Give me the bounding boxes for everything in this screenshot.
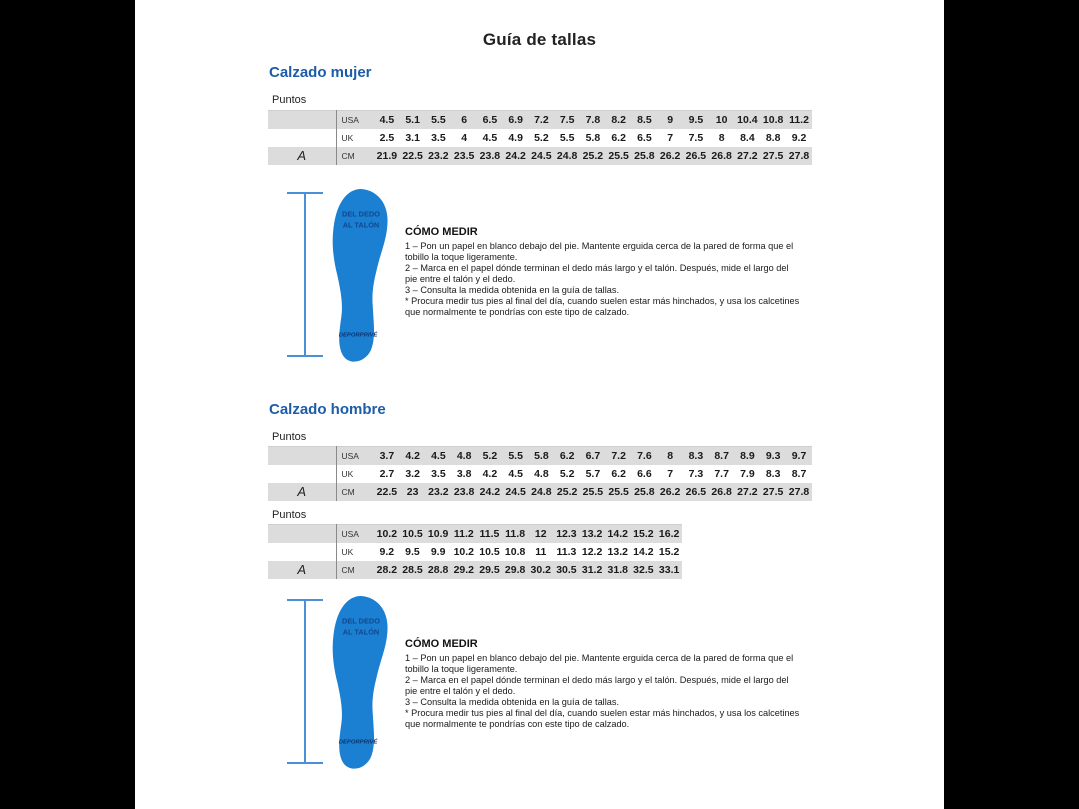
size-value-cell: 4.5 [508,468,523,480]
size-value-cell: 6.2 [611,132,626,144]
size-value-cell: 8 [718,132,725,144]
size-value-cell: 6.5 [637,132,652,144]
table-row [268,129,812,147]
footprint-icon [328,187,392,368]
size-value-cell: 2.5 [379,132,395,144]
how-to-measure-women [405,226,801,318]
size-value-cell: 5.8 [585,132,601,144]
size-value-cell: 9.9 [430,546,446,558]
size-value-cell: 7.9 [740,468,755,480]
size-value-cell: 14.2 [633,546,654,558]
size-value-cell: 4.5 [379,114,395,126]
size-value-cell: 7.5 [688,132,704,144]
size-value-cell: 25.2 [556,486,578,498]
instruction-line: 2 – Marca en el papel dónde terminan el dedo más largo y el talón. Después, mide el largo del pie entre el talón y el dedo. [405,263,789,284]
measure-line [287,600,323,763]
size-value-cell: 7.3 [688,468,704,480]
size-value-cell: 24.8 [556,150,578,162]
size-value-cell: 27.5 [762,486,784,498]
size-value-cell: 8.2 [611,114,626,126]
size-value-cell: 25.5 [582,486,604,498]
size-value-cell: 14.2 [607,528,628,540]
size-value-cell: 24.2 [479,486,501,498]
size-value-cell: 5.2 [534,132,549,144]
size-value-cell: 8.3 [688,450,704,462]
row-label-cell: UK [341,133,354,143]
size-value-cell: 8.8 [765,132,781,144]
size-value-cell: 7.5 [559,114,575,126]
row-corner-cell: A [268,561,336,579]
size-value-cell: 4.5 [431,450,446,462]
size-value-cell: 11.8 [505,528,526,540]
size-value-cell: 9.5 [688,114,704,126]
size-value-cell: 6.5 [482,114,498,126]
size-value-cell: 28.5 [402,564,423,576]
row-label-cell: USA [341,115,359,125]
row-corner-cell [268,129,336,147]
size-value-cell: 11 [535,546,547,558]
size-value-cell: 21.9 [376,150,398,162]
size-value-cell: 26.8 [711,150,732,162]
size-value-cell: 8.3 [765,468,781,480]
size-value-cell: 30.5 [556,564,577,576]
size-value-cell: 7.8 [585,114,601,126]
table-row [268,483,812,501]
size-value-cell: 4.5 [482,132,498,144]
size-value-cell: 23.8 [479,150,501,162]
measure-line [287,193,323,356]
size-value-cell: 10.5 [402,528,423,540]
size-value-cell: 25.8 [634,150,655,162]
instruction-line: 3 – Consulta la medida obtenida en la guía de tallas. [405,285,620,295]
foot-label-line2: AL TALÓN [342,220,380,230]
size-value-cell: 26.2 [659,486,681,498]
size-value-cell: 11.5 [479,528,500,540]
measure-cap-bottom [287,762,323,764]
foot-label-line2: AL TALÓN [342,627,380,637]
instruction-line: * Procura medir tus pies al final del día, cuando suelen estar más hinchados, y usa los calcetines que normalmente te pondrías con este tipo de calzado. [405,296,800,317]
size-value-cell: 11.2 [453,528,474,540]
size-value-cell: 4.9 [508,132,523,144]
size-value-cell: 4.8 [534,468,549,480]
size-value-cell: 12.2 [581,546,603,558]
size-value-cell: 27.8 [788,486,810,498]
size-value-cell: 10.2 [376,528,398,540]
size-value-cell: 3.7 [379,450,395,462]
size-value-cell: 32.5 [633,564,654,576]
size-value-cell: 12 [534,528,547,540]
size-value-cell: 7 [667,468,674,480]
instruction-line: 2 – Marca en el papel dónde terminan el dedo más largo y el talón. Después, mide el largo del pie entre el talón y el dedo. [405,675,789,696]
size-value-cell: 10.4 [737,114,758,126]
table-row [268,111,812,130]
size-value-cell: 9.2 [791,132,807,144]
size-value-cell: 4.2 [405,450,420,462]
table-row [268,525,682,544]
size-value-cell: 26.8 [711,486,732,498]
size-table-men-2 [268,524,682,579]
size-value-cell: 29.8 [504,564,526,576]
size-value-cell: 11.2 [789,114,809,126]
size-value-cell: 6.2 [611,468,626,480]
size-value-cell: 8 [667,450,674,462]
measure-cap-bottom [287,355,323,357]
points-label-women: Puntos [272,94,307,106]
size-value-cell: 27.2 [737,486,758,498]
how-to-measure-text [405,241,801,318]
size-value-cell: 8.7 [714,450,729,462]
footprint-icon [328,594,392,775]
size-value-cell: 8.9 [740,450,755,462]
size-value-cell: 15.2 [633,528,654,540]
points-label-men-2: Puntos [272,509,307,521]
size-value-cell: 26.5 [685,486,707,498]
size-value-cell: 5.5 [559,132,575,144]
size-value-cell: 25.5 [608,486,629,498]
row-label-cell: USA [341,451,359,461]
how-to-measure-heading: CÓMO MEDIR [405,638,478,650]
row-corner-cell [268,525,336,544]
measure-stem [304,193,306,356]
row-corner-cell [268,111,336,130]
size-value-cell: 8.5 [637,114,652,126]
size-value-cell: 26.5 [685,150,707,162]
section-heading-men: Calzado hombre [269,401,386,418]
size-table-women [268,110,812,165]
size-value-cell: 3.5 [431,468,446,480]
size-value-cell: 22.5 [402,150,423,162]
table-row [268,147,812,165]
size-value-cell: 29.2 [453,564,475,576]
size-table-men-1 [268,446,812,501]
size-value-cell: 3.5 [431,132,446,144]
size-value-cell: 15.2 [658,546,680,558]
size-value-cell: 28.8 [427,564,449,576]
size-value-cell: 7.2 [611,450,626,462]
size-value-cell: 24.8 [531,486,552,498]
table-row [268,561,682,579]
size-value-cell: 13.2 [607,546,628,558]
row-corner-cell [268,465,336,483]
how-to-measure-men [405,638,801,730]
measure-stem [304,600,306,763]
row-corner-cell: A [268,147,336,165]
size-value-cell: 27.5 [762,150,784,162]
size-value-cell: 2.7 [379,468,395,480]
size-value-cell: 8.4 [740,132,755,144]
foot-label-line1: DEL DEDO [342,616,380,626]
instruction-line: 3 – Consulta la medida obtenida en la guía de tallas. [405,697,620,707]
size-value-cell: 5.2 [559,468,575,480]
size-value-cell: 26.2 [659,150,681,162]
size-value-cell: 10.9 [427,528,449,540]
size-value-cell: 10.8 [762,114,784,126]
instruction-line: 1 – Pon un papel en blanco debajo del pie. Mantente erguida cerca de la pared de forma que el tobillo la toque ligeramente. [405,653,794,674]
size-value-cell: 9 [667,114,674,126]
size-value-cell: 30.2 [530,564,551,576]
table-row [268,447,812,466]
size-value-cell: 9.7 [791,450,807,462]
size-value-cell: 31.8 [607,564,628,576]
size-value-cell: 10.8 [504,546,526,558]
size-value-cell: 4 [461,132,468,144]
size-value-cell: 7.7 [714,468,729,480]
size-value-cell: 25.5 [608,150,629,162]
size-value-cell: 16.2 [658,528,680,540]
how-to-measure-heading: CÓMO MEDIR [405,226,478,238]
row-corner-cell [268,447,336,466]
size-value-cell: 6 [461,114,468,126]
size-value-cell: 5.8 [534,450,549,462]
size-value-cell: 6.6 [637,468,652,480]
table-row [268,543,682,561]
size-value-cell: 25.8 [634,486,655,498]
size-value-cell: 9.3 [765,450,781,462]
brand-logo: DEPORPRIVÉ [338,332,378,339]
size-value-cell: 3.1 [405,132,420,144]
size-value-cell: 23.2 [428,486,449,498]
row-label-cell: CM [341,151,355,161]
size-value-cell: 6.9 [508,114,523,126]
section-heading-women: Calzado mujer [269,64,372,81]
row-label-cell: UK [341,469,354,479]
size-value-cell: 11.3 [556,546,577,558]
row-corner-cell: A [268,483,336,501]
size-value-cell: 12.3 [556,528,577,540]
size-value-cell: 10 [715,114,728,126]
size-value-cell: 10.5 [479,546,500,558]
size-value-cell: 4.2 [482,468,498,480]
size-guide-page [135,0,944,809]
size-value-cell: 9.5 [405,546,420,558]
brand-logo: DEPORPRIVÉ [338,739,378,746]
row-label-cell: CM [341,565,355,575]
points-label-men-1: Puntos [272,431,307,443]
instruction-line: * Procura medir tus pies al final del día, cuando suelen estar más hinchados, y usa los calcetines que normalmente te pondrías con este tipo de calzado. [405,708,800,729]
size-value-cell: 28.2 [376,564,398,576]
size-value-cell: 24.5 [505,486,526,498]
size-value-cell: 29.5 [479,564,500,576]
size-value-cell: 24.5 [531,150,552,162]
size-value-cell: 5.5 [508,450,523,462]
page-title: Guía de tallas [482,30,597,49]
instruction-line: 1 – Pon un papel en blanco debajo del pie. Mantente erguida cerca de la pared de forma que el tobillo la toque ligeramente. [405,241,794,262]
size-value-cell: 23 [406,486,419,498]
foot-label-line1: DEL DEDO [342,209,380,219]
size-value-cell: 27.8 [788,150,810,162]
size-value-cell: 22.5 [376,486,398,498]
size-value-cell: 7.2 [534,114,549,126]
size-value-cell: 5.7 [585,468,601,480]
size-value-cell: 3.2 [405,468,420,480]
size-value-cell: 5.2 [482,450,498,462]
size-value-cell: 13.2 [581,528,603,540]
size-value-cell: 6.2 [559,450,575,462]
size-value-cell: 3.8 [456,468,472,480]
size-value-cell: 9.2 [379,546,395,558]
size-value-cell: 33.1 [658,564,680,576]
row-corner-cell [268,543,336,561]
size-value-cell: 27.2 [737,150,758,162]
size-value-cell: 24.2 [505,150,526,162]
size-value-cell: 4.8 [456,450,472,462]
size-value-cell: 23.8 [453,486,475,498]
size-value-cell: 7 [667,132,674,144]
size-value-cell: 6.7 [585,450,601,462]
size-value-cell: 10.2 [453,546,475,558]
size-value-cell: 31.2 [581,564,603,576]
row-label-cell: UK [341,547,354,557]
size-value-cell: 5.5 [431,114,446,126]
size-value-cell: 23.2 [428,150,449,162]
size-value-cell: 8.7 [791,468,807,480]
row-label-cell: USA [341,529,359,539]
table-row [268,465,812,483]
size-value-cell: 5.1 [405,114,420,126]
row-label-cell: CM [341,487,355,497]
how-to-measure-text [405,653,801,730]
size-value-cell: 25.2 [582,150,604,162]
size-value-cell: 23.5 [453,150,475,162]
size-value-cell: 7.6 [637,450,652,462]
